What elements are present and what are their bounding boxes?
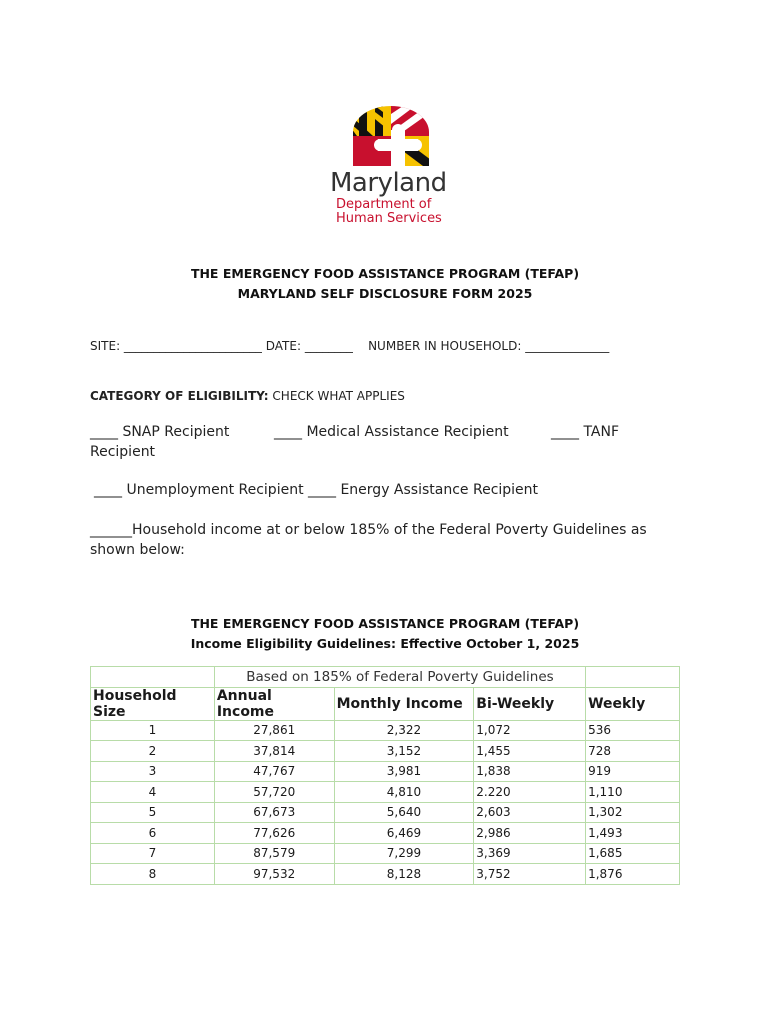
cell-monthly-income: 5,640	[334, 802, 474, 823]
cell-monthly-income: 3,152	[334, 741, 474, 762]
snap-checkbox-line[interactable]: ____ SNAP Recipient	[90, 424, 230, 440]
cell-annual-income: 97,532	[214, 864, 334, 885]
cell-weekly: 536	[586, 720, 680, 741]
col-bi-weekly: Bi-Weekly	[474, 687, 586, 720]
cell-monthly-income: 4,810	[334, 782, 474, 803]
cell-household-size: 4	[91, 782, 215, 803]
table-row	[91, 761, 680, 782]
logo-subtitle-1: Department of	[336, 197, 432, 212]
cell-household-size: 7	[91, 843, 215, 864]
guidelines-title	[0, 614, 770, 654]
eligibility-instruction: CHECK WHAT APPLIES	[268, 389, 405, 403]
cell-monthly-income: 7,299	[334, 843, 474, 864]
col-household-size: Household Size	[91, 687, 215, 720]
table-row	[91, 864, 680, 885]
col-monthly-income: Monthly Income	[334, 687, 474, 720]
cell-monthly-income: 2,322	[334, 720, 474, 741]
table-band-label: Based on 185% of Federal Poverty Guidelines	[214, 667, 585, 688]
table-row	[91, 720, 680, 741]
form-title-line2: MARYLAND SELF DISCLOSURE FORM 2025	[237, 286, 533, 301]
cell-annual-income: 57,720	[214, 782, 334, 803]
eligibility-label: CATEGORY OF ELIGIBILITY:	[90, 389, 269, 403]
maryland-flag-icon	[351, 106, 431, 166]
cell-annual-income: 27,861	[214, 720, 334, 741]
cell-weekly: 1,493	[586, 823, 680, 844]
cell-bi-weekly: 3,752	[474, 864, 586, 885]
cell-bi-weekly: 1,072	[474, 720, 586, 741]
cell-weekly: 1,110	[586, 782, 680, 803]
cell-household-size: 3	[91, 761, 215, 782]
income-checkbox-line[interactable]: ______Household income at or below 185% of the Federal Poverty Guidelines as shown below:	[90, 522, 647, 558]
guidelines-title-line1: THE EMERGENCY FOOD ASSISTANCE PROGRAM (TEFAP)	[190, 616, 580, 631]
eligibility-heading	[90, 389, 405, 403]
table-band-row	[91, 667, 680, 688]
maryland-dhs-logo	[330, 106, 454, 226]
table-row	[91, 823, 680, 844]
cell-annual-income: 77,626	[214, 823, 334, 844]
table-body	[91, 720, 680, 884]
cell-annual-income: 37,814	[214, 741, 334, 762]
table-header-row	[91, 687, 680, 720]
cell-household-size: 5	[91, 802, 215, 823]
logo-wordmark: Maryland	[330, 168, 447, 198]
col-annual-income: Annual Income	[214, 687, 334, 720]
site-date-household-fields[interactable]: SITE: _______________________ DATE: ________ NUMBER IN HOUSEHOLD: ______________	[90, 339, 610, 353]
logo-subtitle-2: Human Services	[336, 211, 442, 226]
cell-household-size: 2	[91, 741, 215, 762]
cell-household-size: 6	[91, 823, 215, 844]
cell-bi-weekly: 2,986	[474, 823, 586, 844]
cell-annual-income: 47,767	[214, 761, 334, 782]
tanf-checkbox-line[interactable]: ____ TANF	[551, 424, 620, 440]
cell-annual-income: 87,579	[214, 843, 334, 864]
table-row	[91, 802, 680, 823]
cell-monthly-income: 6,469	[334, 823, 474, 844]
cell-bi-weekly: 2,603	[474, 802, 586, 823]
tanf-recipient-text: Recipient	[90, 444, 156, 460]
table-row	[91, 782, 680, 803]
cell-household-size: 8	[91, 864, 215, 885]
cell-weekly: 1,302	[586, 802, 680, 823]
cell-weekly: 919	[586, 761, 680, 782]
cell-weekly: 1,876	[586, 864, 680, 885]
unemployment-energy-checkbox-line[interactable]: ____ Unemployment Recipient ____ Energy Assistance Recipient	[94, 482, 539, 498]
cell-bi-weekly: 2.220	[474, 782, 586, 803]
medical-checkbox-line[interactable]: ____ Medical Assistance Recipient	[274, 424, 509, 440]
income-guidelines-table	[90, 666, 680, 885]
cell-monthly-income: 3,981	[334, 761, 474, 782]
cell-household-size: 1	[91, 720, 215, 741]
guidelines-title-line2: Income Eligibility Guidelines: Effective October 1, 2025	[190, 636, 580, 651]
table-row	[91, 843, 680, 864]
cell-monthly-income: 8,128	[334, 864, 474, 885]
cell-bi-weekly: 1,838	[474, 761, 586, 782]
cell-weekly: 728	[586, 741, 680, 762]
form-title	[0, 264, 770, 304]
form-title-line1: THE EMERGENCY FOOD ASSISTANCE PROGRAM (TEFAP)	[190, 266, 580, 281]
col-weekly: Weekly	[586, 687, 680, 720]
cell-weekly: 1,685	[586, 843, 680, 864]
cell-bi-weekly: 1,455	[474, 741, 586, 762]
cell-annual-income: 67,673	[214, 802, 334, 823]
cell-bi-weekly: 3,369	[474, 843, 586, 864]
table-row	[91, 741, 680, 762]
